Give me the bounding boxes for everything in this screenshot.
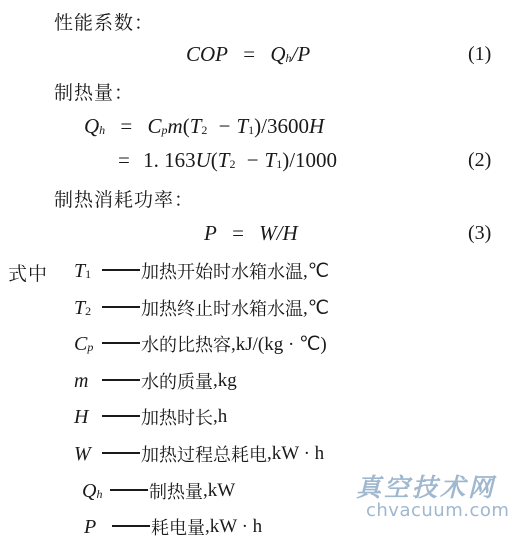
eq2-number: (2) — [468, 149, 492, 171]
definition-row — [74, 295, 329, 321]
eq1-equals: = — [243, 42, 256, 66]
equation-2-line-2: = 1. $163U(T_2 - T_1)/1000$ — [118, 148, 338, 172]
definition-symbol: $T_1$ — [74, 259, 92, 282]
eq1-q-sub: h — [285, 51, 292, 65]
definition-symbol: $Q_h$ — [82, 479, 103, 502]
definition-symbol: $C_p$ — [74, 332, 94, 355]
definition-description: 加热时长 — [141, 408, 213, 429]
definition-unit: ,kJ/(kg · ℃) — [231, 333, 327, 355]
eq1-q: Q — [270, 42, 286, 66]
definition-row — [74, 331, 327, 357]
equation-2-line-1: $Q_h = C_pm(T_2 - T_1)/3600H$ — [84, 114, 325, 138]
where-label: 式中 — [8, 263, 49, 285]
definition-dash — [112, 525, 150, 527]
equation-3: P = W/H — [204, 221, 298, 245]
definition-dash — [102, 379, 140, 381]
heat-heading: 制热量： — [54, 82, 135, 104]
definition-symbol: m — [74, 369, 89, 392]
definition-symbol: P — [84, 515, 97, 538]
definition-symbol: $T_2$ — [74, 296, 92, 319]
definition-dash — [102, 306, 140, 308]
definition-description: 耗电量 — [151, 518, 205, 539]
eq3-number: (3) — [468, 222, 492, 244]
definition-description: 加热开始时水箱水温 — [141, 262, 303, 283]
definition-unit: ,kg — [213, 370, 237, 391]
definition-symbol: H — [74, 405, 89, 428]
definition-description: 制热量 — [149, 482, 203, 503]
definition-row — [74, 441, 324, 467]
definition-unit: ,h — [213, 406, 228, 427]
definition-dash — [102, 415, 140, 417]
power-heading: 制热消耗功率： — [54, 189, 195, 211]
definition-description: 水的比热容 — [141, 335, 231, 356]
cop-heading: 性能系数： — [54, 12, 155, 34]
definition-dash — [110, 489, 148, 491]
definition-row — [74, 258, 329, 284]
definition-dash — [102, 269, 140, 271]
definition-description: 加热过程总耗电 — [141, 445, 267, 466]
definition-unit: ,kW — [203, 480, 236, 501]
definition-dash — [102, 342, 140, 344]
eq1-lhs: COP — [186, 42, 228, 66]
definition-description: 水的质量 — [141, 372, 213, 393]
equation-1 — [186, 42, 310, 67]
watermark-cn: 真空技术网 — [356, 473, 497, 502]
definition-dash — [102, 452, 140, 454]
definition-unit: ,℃ — [303, 260, 330, 282]
eq1-rest: /P — [291, 42, 311, 66]
definition-row — [84, 514, 262, 540]
definition-description: 加热终止时水箱水温 — [141, 299, 303, 320]
definition-unit: ,kW · h — [205, 516, 263, 537]
eq1-number: (1) — [468, 43, 492, 65]
definition-unit: ,kW · h — [267, 443, 325, 464]
watermark-url: chvacuum.com — [366, 500, 510, 521]
definition-unit: ,℃ — [303, 297, 330, 319]
definition-row — [74, 368, 237, 394]
definition-symbol: W — [74, 442, 91, 465]
definition-row — [74, 404, 227, 430]
definition-row — [82, 478, 235, 504]
